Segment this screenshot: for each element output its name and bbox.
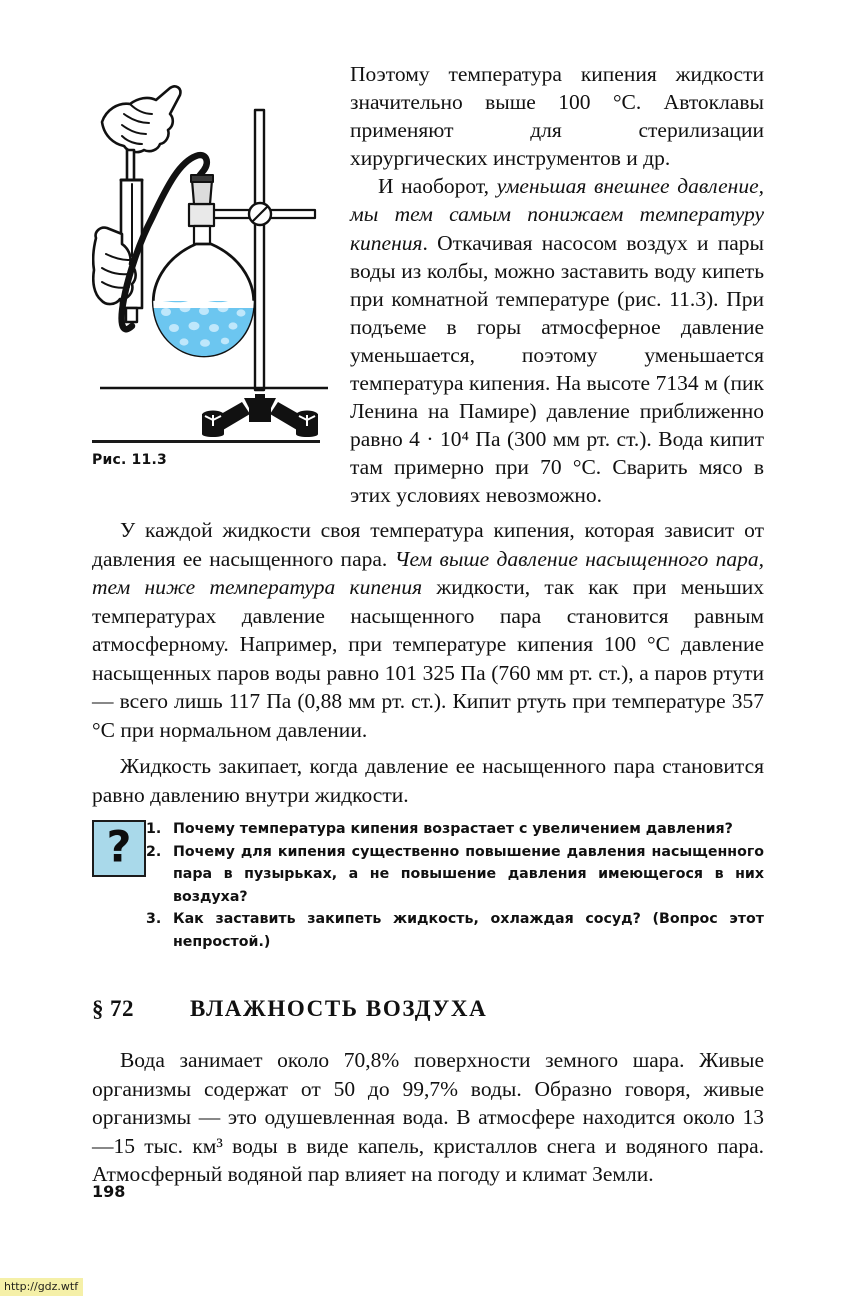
figure-divider-rule bbox=[92, 440, 320, 443]
text-run: . Откачивая насосом воздух и пары воды из колбы, можно заставить воду кипеть при комнатной температуре (рис. 11.3). При подъеме в горы атмосферное давление уменьшается, поэтому уменьшается температура кипения. На высоте 7134 м (пик Ленина на Памире) давление приближенно равно 4 · 10⁴ Па (300 мм рт. ст.). Вода кипит там примерно при 70 °C. Сварить мясо в этих условиях невозможно. bbox=[350, 230, 764, 508]
watermark-url: http://gdz.wtf bbox=[0, 1278, 83, 1296]
key-statement-block bbox=[92, 752, 764, 810]
right-text-column bbox=[350, 60, 764, 510]
question-text: Как заставить закипеть жидкость, охлаждая сосуд? (Вопрос этот непростой.) bbox=[173, 911, 764, 950]
emphasis-run: уменьшая внешнее давление, мы тем самым понижаем температуру кипения bbox=[350, 174, 765, 255]
question-number: 1. bbox=[146, 821, 162, 837]
paragraph-autoclave: Поэтому температура кипения жидкости значительно выше 100 °C. Автоклавы применяют для стерилизации хирургических инструментов и др. bbox=[350, 62, 764, 171]
questions-block bbox=[92, 818, 764, 954]
figure-illustration bbox=[92, 58, 334, 438]
questions-list bbox=[146, 818, 764, 954]
question-item bbox=[146, 841, 764, 909]
paragraph-content bbox=[92, 516, 764, 744]
section-heading bbox=[92, 996, 764, 1022]
text-run: У каждой жидкости своя температура кипения, которая зависит от давления ее насыщенного пара. bbox=[92, 518, 764, 571]
paragraph-lower-pressure bbox=[350, 172, 764, 509]
figure-caption: Рис. 11.3 bbox=[92, 452, 167, 468]
question-number: 3. bbox=[146, 911, 162, 928]
body-paragraph-boiling-point bbox=[92, 516, 764, 744]
question-item bbox=[146, 818, 764, 841]
question-text: Почему для кипения существенно повышение давления насыщенного пара в пузырьках, а не повышение давления имеющегося в них воздуха? bbox=[173, 843, 764, 905]
section-title: ВЛАЖНОСТЬ ВОЗДУХА bbox=[190, 996, 488, 1021]
question-mark-icon bbox=[92, 820, 146, 877]
question-number: 2. bbox=[146, 843, 162, 860]
question-text: Почему температура кипения возрастает с увеличением давления? bbox=[173, 821, 733, 837]
paragraph-content: Вода занимает около 70,8% поверхности земного шара. Живые организмы содержат от 50 до 99,7% воды. Образно говоря, живые организмы — это одушевленная вода. В атмосфере находится около 13—15 тыс. км³ воды в виде капель, кристаллов снега и водяного пара. Атмосферный водяной пар влияет на погоду и климат Земли. bbox=[92, 1048, 764, 1186]
figure-column bbox=[92, 58, 334, 468]
top-section bbox=[92, 58, 764, 508]
section-number: § 72 bbox=[92, 996, 134, 1021]
question-item bbox=[146, 908, 764, 953]
text-run: И наоборот, bbox=[377, 174, 497, 199]
page-number: 198 bbox=[92, 1182, 126, 1201]
question-mark-glyph: ? bbox=[106, 822, 132, 873]
text-run: жидкости, так как при меньших температурах давление насыщенного пара становится равным атмосферному. Например, при температуре кипения 100 °C давление насыщенных паров воды равно 101 325 Па (760 мм рт. ст.), а паров ртути — всего лишь 117 Па (0,88 мм рт. ст.). Кипит ртуть при температуре 357 °C при нормальном давлении. bbox=[92, 575, 765, 742]
emphasis-run: Чем выше давление насыщенного пара, тем ниже температура кипения bbox=[92, 546, 764, 599]
section-intro-paragraph bbox=[92, 1046, 764, 1189]
key-statement-text: Жидкость закипает, когда давление ее насыщенного пара становится равно давлению внутри жидкости. bbox=[92, 754, 764, 807]
